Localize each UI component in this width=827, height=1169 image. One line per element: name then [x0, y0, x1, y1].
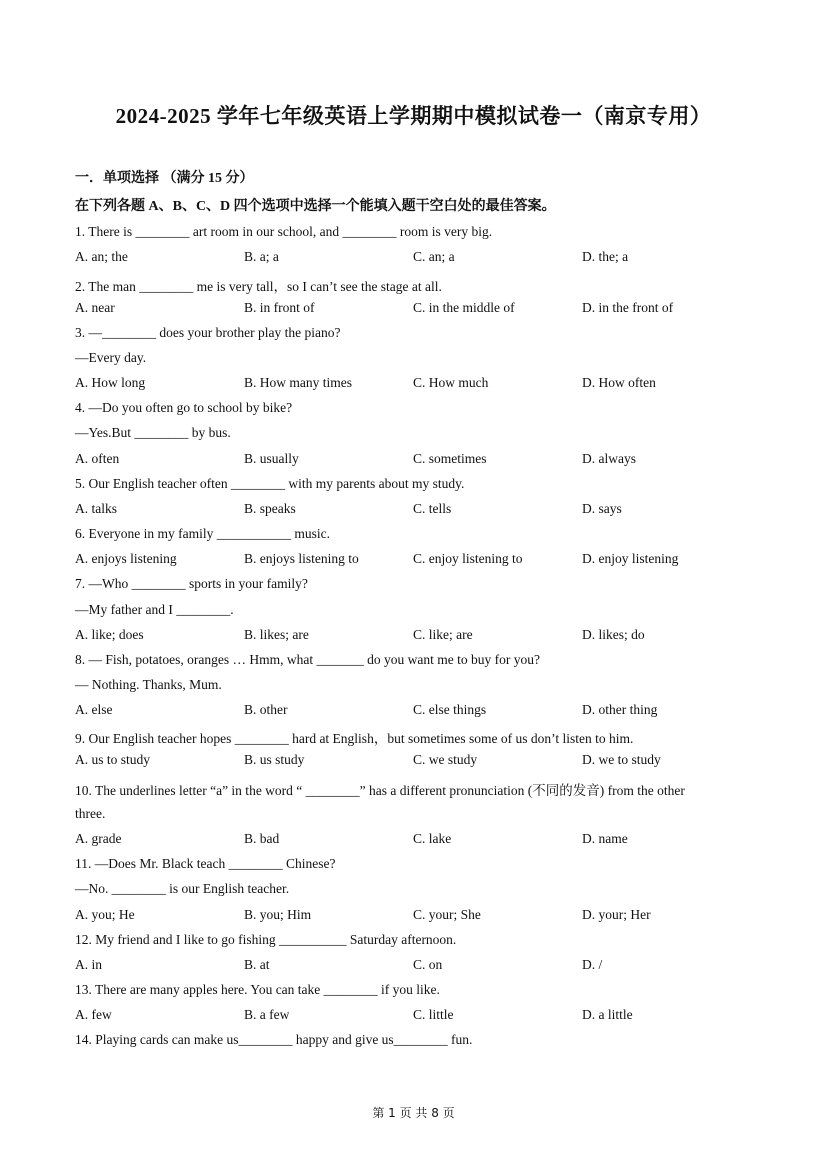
question-stem: 6. Everyone in my family ___________ music.: [75, 526, 330, 541]
question-stem: 8. — Fish, potatoes, oranges … Hmm, what _______ do you want me to buy for you?: [75, 652, 540, 667]
question-reply: —No. ________ is our English teacher.: [75, 881, 290, 896]
option-a: A. us to study: [75, 752, 151, 767]
option-b: B. How many times: [244, 375, 352, 390]
options-row: [75, 1007, 755, 1027]
option-a: A. like; does: [75, 627, 144, 642]
option-c: C. we study: [413, 752, 478, 767]
option-b: B. a; a: [244, 249, 279, 264]
question-reply: —Every day.: [75, 350, 147, 365]
page-title: 2024-2025 学年七年级英语上学期期中模拟试卷一（南京专用）: [115, 104, 712, 128]
option-a: A. talks: [75, 501, 117, 516]
option-d: D. other thing: [582, 702, 658, 717]
option-b: B. in front of: [244, 300, 315, 315]
section-heading: 一．单项选择 （满分 15 分）: [75, 171, 254, 186]
option-d: D. enjoy listening: [582, 551, 679, 566]
options-row: [75, 702, 755, 722]
question-stem: 1. There is ________ art room in our school, and ________ room is very big.: [75, 224, 493, 239]
options-row: [75, 551, 755, 571]
question-reply: —My father and I ________.: [75, 602, 234, 617]
option-b: B. enjoys listening to: [244, 551, 359, 566]
question-stem: 4. —Do you often go to school by bike?: [75, 400, 293, 415]
option-a: A. you; He: [75, 907, 135, 922]
option-c: C. sometimes: [413, 451, 487, 466]
instruction: 在下列各题 A、B、C、D 四个选项中选择一个能填入题干空白处的最佳答案。: [75, 199, 556, 214]
option-c: C. like; are: [413, 627, 473, 642]
options-row: [75, 627, 755, 647]
option-c: C. on: [413, 957, 443, 972]
option-b: B. other: [244, 702, 288, 717]
option-c: C. lake: [413, 831, 452, 846]
options-row: [75, 249, 755, 269]
option-c: C. in the middle of: [413, 300, 515, 315]
option-a: A. enjoys listening: [75, 551, 177, 566]
option-a: A. grade: [75, 831, 122, 846]
options-row: [75, 752, 755, 772]
question-stem-continued: three.: [75, 806, 106, 821]
option-b: B. bad: [244, 831, 280, 846]
option-d: D. name: [582, 831, 628, 846]
option-c: C. little: [413, 1007, 454, 1022]
options-row: [75, 907, 755, 927]
option-a: A. an; the: [75, 249, 128, 264]
question-stem: 2. The man ________ me is very tall，so I can’t see the stage at all.: [75, 279, 442, 294]
question-stem: 12. My friend and I like to go fishing __________ Saturday afternoon.: [75, 932, 457, 947]
option-d: D. in the front of: [582, 300, 674, 315]
question-stem: 9. Our English teacher hopes ________ hard at English，but sometimes some of us don’t listen to him.: [75, 731, 634, 746]
option-c: C. an; a: [413, 249, 455, 264]
option-a: A. else: [75, 702, 113, 717]
option-b: B. you; Him: [244, 907, 312, 922]
options-row: [75, 300, 755, 320]
option-d: D. says: [582, 501, 622, 516]
question-stem: 5. Our English teacher often ________ with my parents about my study.: [75, 476, 465, 491]
option-c: C. enjoy listening to: [413, 551, 523, 566]
question-stem: 11. —Does Mr. Black teach ________ Chinese?: [75, 856, 336, 871]
option-d: D. your; Her: [582, 907, 651, 922]
option-d: D. always: [582, 451, 636, 466]
option-d: D. a little: [582, 1007, 633, 1022]
option-a: A. near: [75, 300, 115, 315]
question-stem: 10. The underlines letter “a” in the word “ ________” has a different pronunciation (不同的发音) from the other: [75, 783, 685, 798]
option-b: B. at: [244, 957, 270, 972]
options-row: [75, 375, 755, 395]
option-d: D. we to study: [582, 752, 661, 767]
option-d: D. /: [582, 957, 603, 972]
option-c: C. How much: [413, 375, 489, 390]
option-a: A. How long: [75, 375, 146, 390]
option-b: B. likes; are: [244, 627, 309, 642]
option-a: A. few: [75, 1007, 112, 1022]
option-b: B. speaks: [244, 501, 296, 516]
question-stem: 14. Playing cards can make us________ happy and give us________ fun.: [75, 1032, 473, 1047]
options-row: [75, 501, 755, 521]
option-a: A. in: [75, 957, 102, 972]
option-d: D. likes; do: [582, 627, 645, 642]
option-d: D. How often: [582, 375, 656, 390]
question-stem: 7. —Who ________ sports in your family?: [75, 576, 308, 591]
option-c: C. else things: [413, 702, 487, 717]
page-footer: 第 1 页 共 8 页: [372, 1106, 455, 1120]
question-stem: 3. —________ does your brother play the piano?: [75, 325, 341, 340]
question-stem: 13. There are many apples here. You can take ________ if you like.: [75, 982, 440, 997]
option-c: C. your; She: [413, 907, 481, 922]
options-row: [75, 831, 755, 851]
question-reply: —Yes.But ________ by bus.: [75, 425, 231, 440]
option-c: C. tells: [413, 501, 452, 516]
options-row: [75, 957, 755, 977]
option-b: B. a few: [244, 1007, 290, 1022]
question-reply: — Nothing. Thanks, Mum.: [75, 677, 222, 692]
option-a: A. often: [75, 451, 120, 466]
option-b: B. usually: [244, 451, 299, 466]
option-b: B. us study: [244, 752, 305, 767]
option-d: D. the; a: [582, 249, 629, 264]
options-row: [75, 451, 755, 471]
